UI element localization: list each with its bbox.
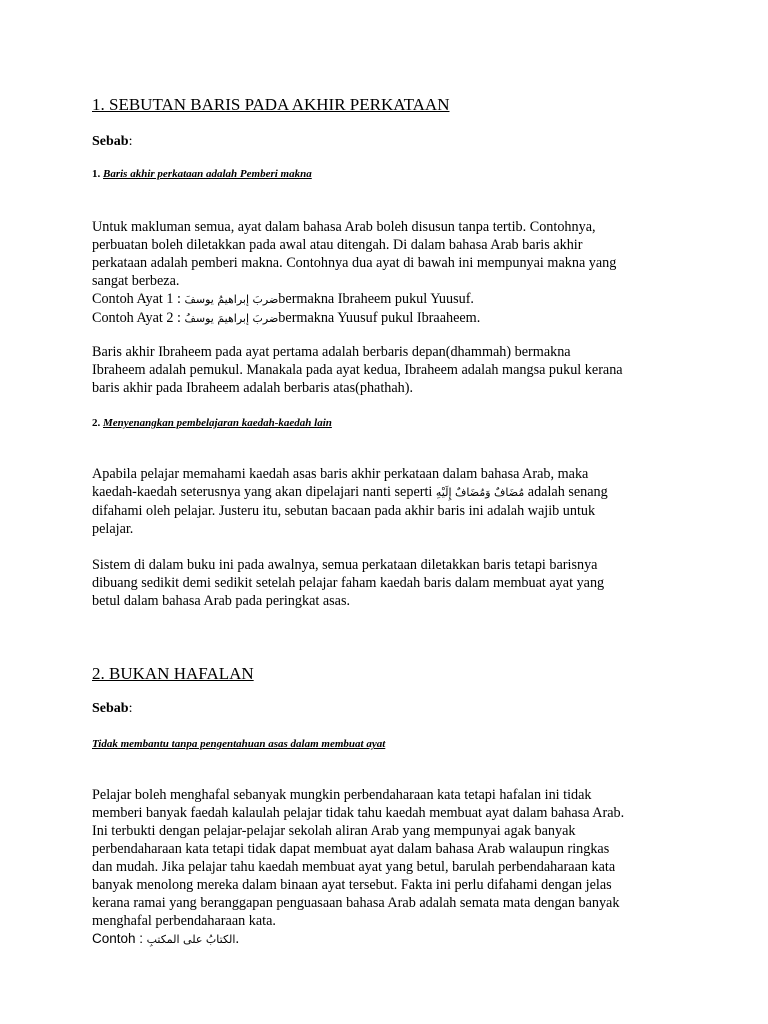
sebab-colon: : [128,701,133,716]
paragraph-line: Baris akhir Ibraheem pada ayat pertama adalah berbaris depan(dhammah) bermakna [92,344,571,360]
example1-arabic: ضربَ إبراهيمُ يوسفَ [184,293,279,306]
paragraph-line: banyak menolong mereka dalam binaan ayat tersebut. Fakta ini perlu difahami dengan jelas [92,877,612,893]
paragraph-line: Apabila pelajar memahami kaedah asas baris akhir perkataan dalam bahasa Arab, maka [92,466,589,482]
paragraph-line: perbuatan boleh diletakkan pada awal atau ditengah. Di dalam bahasa Arab baris akhir [92,237,583,253]
example-line-1 [92,290,662,309]
paragraph-line-with-arabic [92,483,662,502]
paragraph-line: Untuk makluman semua, ayat dalam bahasa Arab boleh disusun tanpa tertib. Contohnya, [92,219,596,235]
paragraph-line: kerana ramai yang beranggapan penguasaan bahasa Arab adalah semata mata dengan banyak [92,895,620,911]
paragraph-line: dan mudah. Jika pelajar tahu kaedah membuat ayat yang betul, barulah perbendaharaan kata [92,859,616,875]
point1-title: Baris akhir perkataan adalah Pemberi makna [103,168,312,180]
paragraph-line: Pelajar boleh menghafal sebanyak mungkin perbendaharaan kata tetapi hafalan ini tidak [92,787,592,803]
section1-paragraph4 [92,556,662,610]
para3-arabic: مُضَافٌ وَمُضَافٌ إِلَيْهِ [435,486,525,499]
paragraph-line: difahami oleh pelajar. Justeru itu, sebutan bacaan pada akhir baris ini adalah wajib untuk [92,503,596,519]
section2-sebab-label [92,701,132,717]
paragraph-line: perbendaharaan kata tetapi tidak dapat membuat ayat dalam bahasa Arab walaupun ringkas [92,841,610,857]
example-line-2 [92,309,662,328]
section1-paragraph1 [92,218,662,328]
section2-point-title: Tidak membantu tanpa pengentahuan asas dalam membuat ayat [92,738,386,750]
example1-meaning: bermakna Ibraheem pukul Yuusuf. [278,291,474,307]
paragraph-line: perkataan adalah pemberi makna. Contohnya dua ayat di bawah ini mempunyai makna yang [92,255,617,271]
section1-paragraph3 [92,465,662,538]
paragraph-line: Ibraheem adalah pemukul. Manakala pada ayat kedua, Ibraheem adalah mangsa pukul kerana [92,362,623,378]
paragraph-line: sangat berbeza. [92,273,180,289]
paragraph-line: memberi banyak faedah kalaulah pelajar tidak tahu kaedah membuat ayat dalam bahasa Arab. [92,805,625,821]
paragraph-line: pelajar. [92,521,134,537]
paragraph-line: betul dalam bahasa Arab pada peringkat asas. [92,593,351,609]
paragraph-line: baris akhir pada Ibraheem adalah berbaris atas(phathah). [92,380,414,396]
paragraph-line: dibuang sedikit demi sedikit setelah pelajar faham kaedah baris dalam membuat ayat yang [92,575,605,591]
section2-point [92,738,385,750]
point1-number: 1. [92,168,101,180]
section1-point1 [92,168,312,180]
point2-title: Menyenangkan pembelajaran kaedah-kaedah lain [103,417,332,429]
section1-paragraph2 [92,343,662,397]
contoh-line [92,930,662,949]
section1-sebab-label [92,134,132,150]
paragraph-line: Ini terbukti dengan pelajar-pelajar sekolah aliran Arab yang mempunyai agak banyak [92,823,576,839]
sebab-colon: : [128,134,133,149]
sebab-text: Sebab [92,134,129,149]
point2-number: 2. [92,417,101,429]
section1-heading: 1. SEBUTAN BARIS PADA AKHIR PERKATAAN [92,95,450,114]
paragraph-line: menghafal perbendaharaan kata. [92,913,276,929]
section2-heading: 2. BUKAN HAFALAN [92,664,254,683]
para3-before: kaedah-kaedah seterusnya yang akan dipelajari nanti seperti [92,484,433,500]
example2-label: Contoh Ayat 2 : [92,310,181,326]
example1-label: Contoh Ayat 1 : [92,291,181,307]
sebab-text: Sebab [92,701,129,716]
contoh-arabic: الكتابُ على المكتبِ [146,933,236,946]
paragraph-line: Sistem di dalam buku ini pada awalnya, semua perkataan diletakkan baris tetapi barisnya [92,557,598,573]
example2-arabic: ضربَ إبراهيمَ يوسفُ [184,312,279,325]
section1-point2 [92,417,332,429]
section2-paragraph1 [92,786,662,949]
contoh-label: Contoh : [92,931,144,946]
para3-after: adalah senang [527,484,608,500]
contoh-end: . [235,931,239,947]
example2-meaning: bermakna Yuusuf pukul Ibraaheem. [278,310,481,326]
